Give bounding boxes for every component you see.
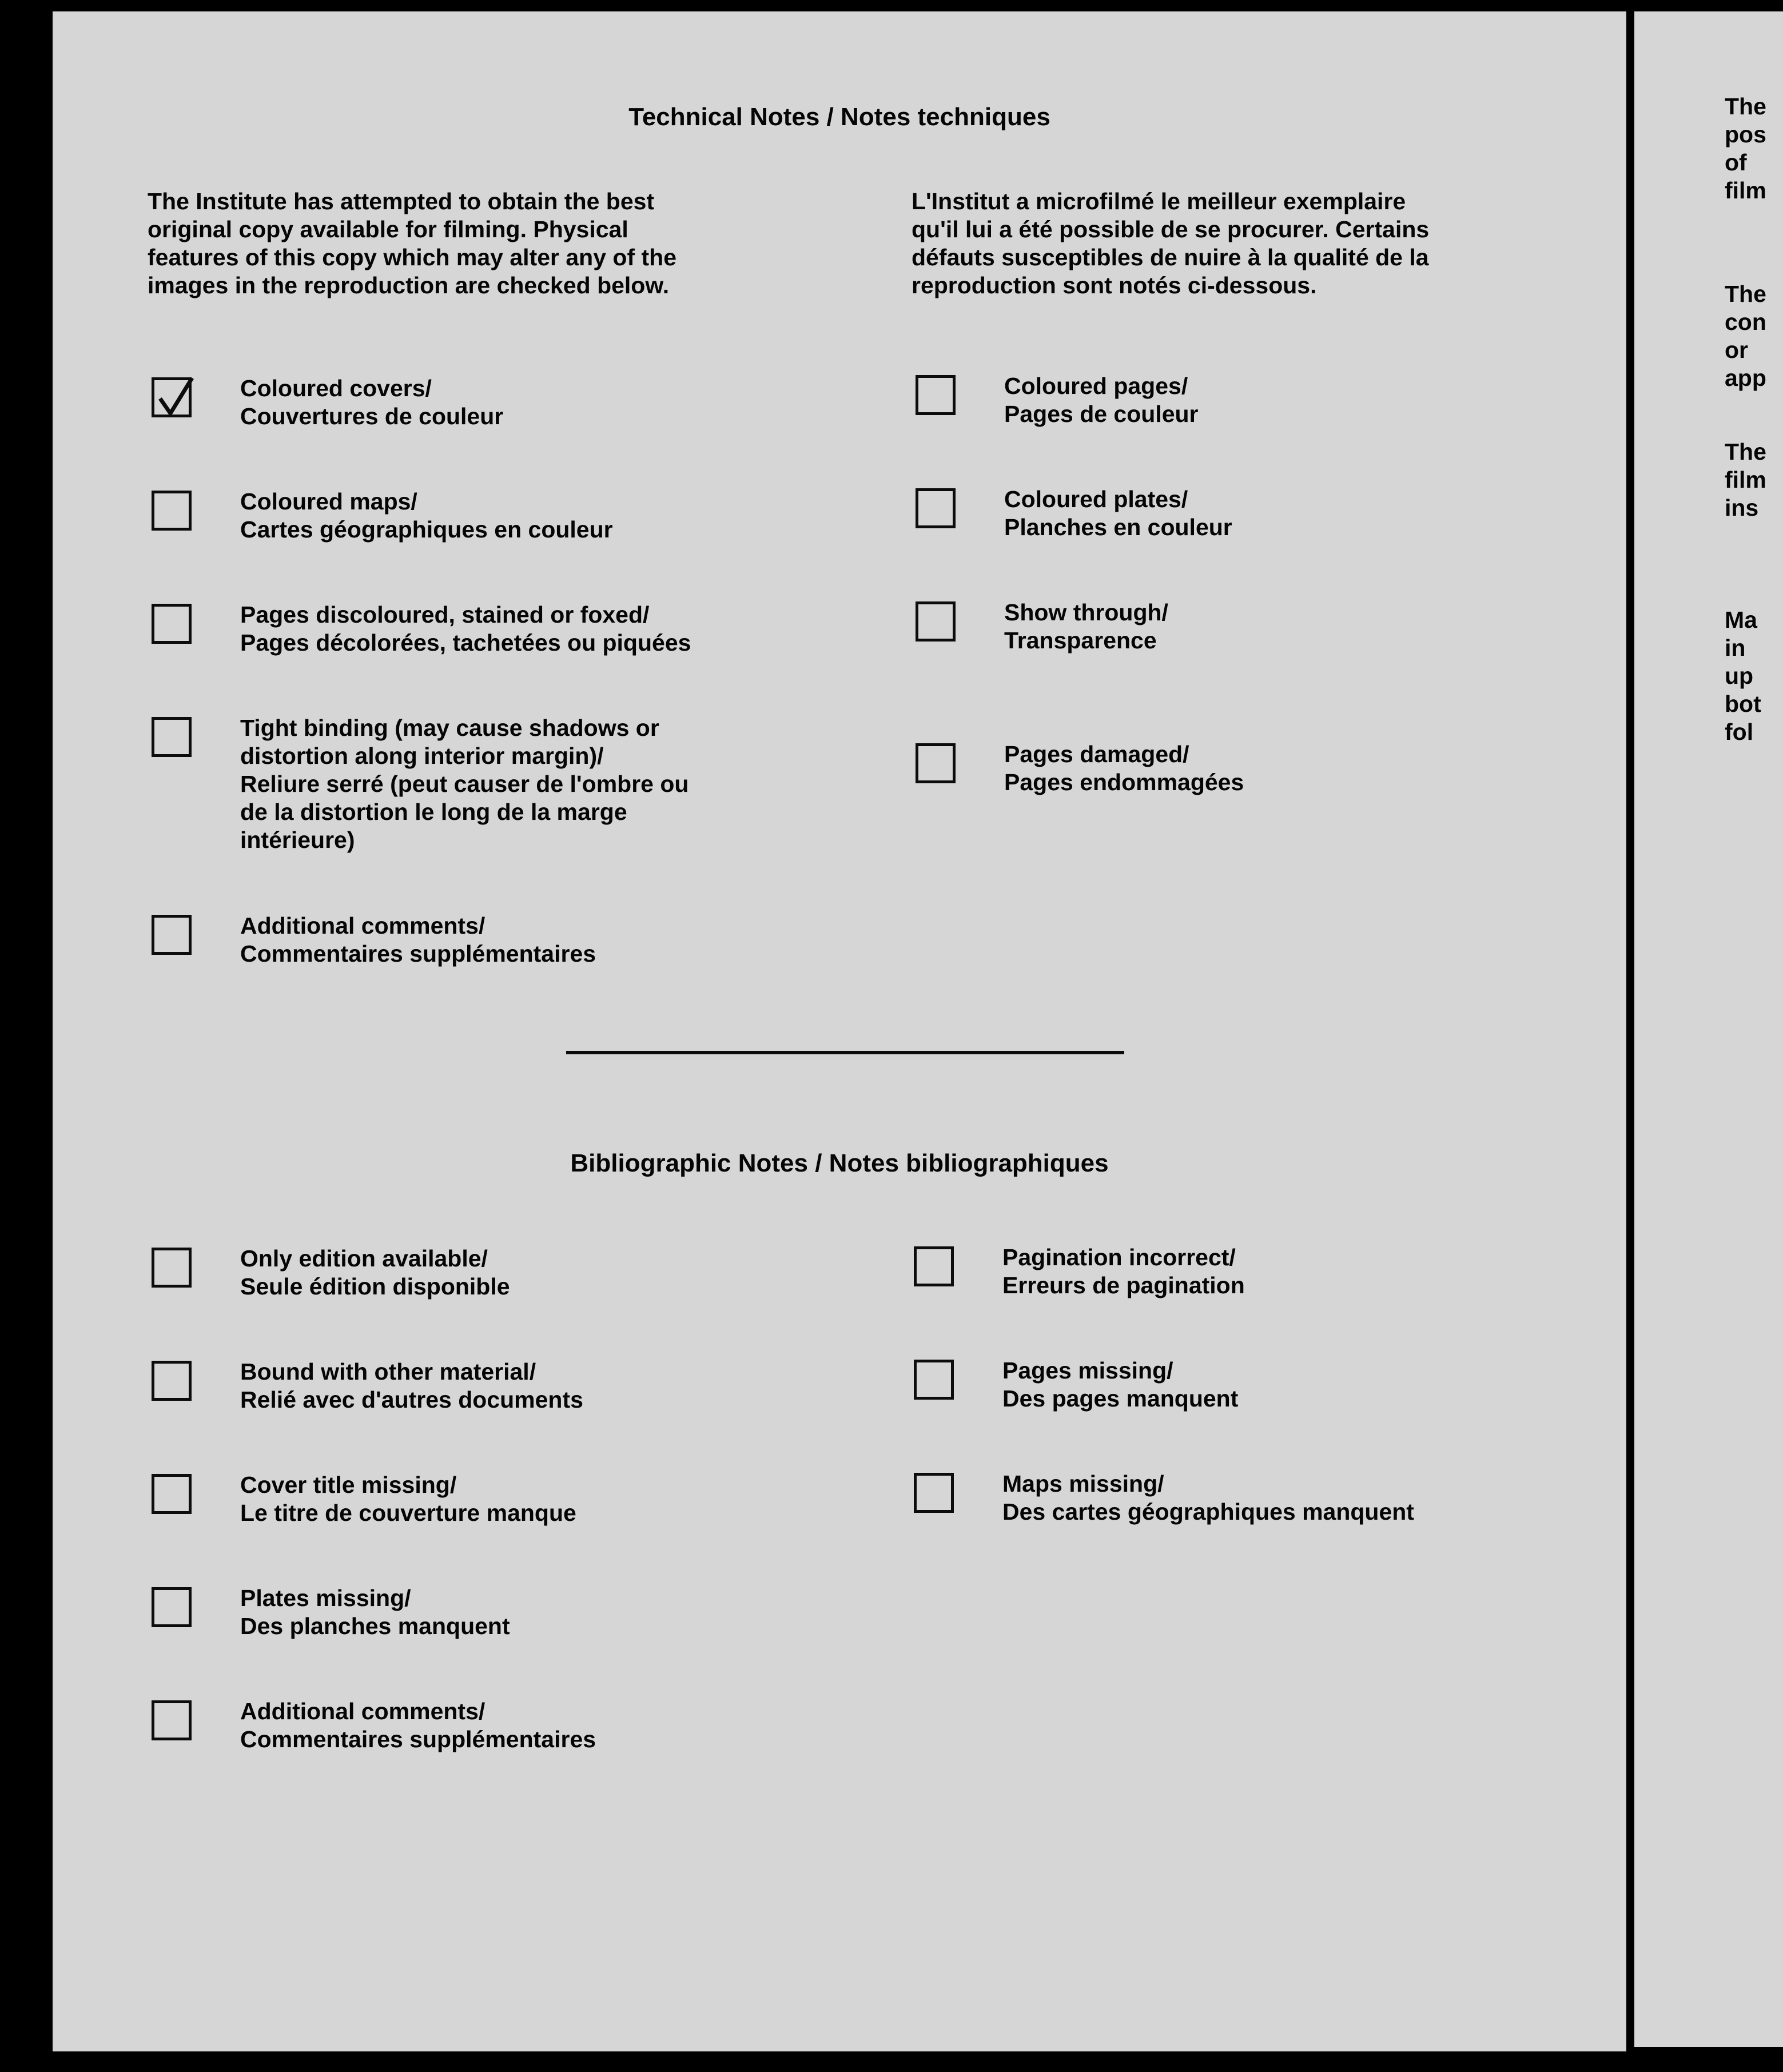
checkbox-checked[interactable] [152,377,192,417]
checkbox[interactable] [152,1361,192,1401]
checkbox[interactable] [152,1248,192,1288]
technical-notes-title: Technical Notes / Notes techniques [628,103,1050,131]
checkbox[interactable] [152,717,192,757]
checkbox[interactable] [916,743,956,783]
checklist-label: Coloured maps/ Cartes géographiques en couleur [240,488,613,543]
checklist-label: Show through/ Transparence [1004,599,1168,654]
checklist-label: Pagination incorrect/ Erreurs de pagination [1002,1244,1245,1298]
checklist-label: Pages damaged/ Pages endommagées [1004,741,1244,795]
technical-intro-en: The Institute has attempted to obtain the best original copy available for filming. Physical features of this copy which may alter any of the images in the reproduction are checked below. [148,188,677,298]
adjacent-page-fragment [1634,11,1783,2047]
checklist-label: Tight binding (may cause shadows or distortion along interior margin)/ Reliure serré (peut causer de l'ombre ou de la distortion le long de la marge intérieure) [240,715,689,853]
checkbox[interactable] [152,1587,192,1627]
checklist-label: Additional comments/ Commentaires supplémentaires [240,1698,596,1752]
checklist-label: Coloured covers/ Couvertures de couleur [240,375,504,429]
section-divider [566,1051,1124,1054]
checkbox[interactable] [916,601,956,641]
fragment-text: The film ins [1725,439,1766,521]
fragment-text: Ma in up bot fol [1725,607,1761,745]
checklist-label: Only edition available/ Seule édition disponible [240,1245,510,1300]
checkmark-icon [157,376,197,421]
checkbox[interactable] [916,375,956,415]
checklist-label: Bound with other material/ Relié avec d'autres documents [240,1358,583,1413]
checkbox[interactable] [152,915,192,955]
checkbox[interactable] [916,488,956,528]
checkbox[interactable] [914,1360,954,1400]
checklist-label: Additional comments/ Commentaires supplémentaires [240,913,596,967]
checkbox[interactable] [152,1474,192,1514]
fragment-text: The pos of film [1725,93,1766,204]
checkbox[interactable] [152,604,192,644]
checkbox[interactable] [914,1473,954,1513]
checklist-label: Coloured plates/ Planches en couleur [1004,486,1232,540]
checklist-label: Maps missing/ Des cartes géographiques manquent [1002,1471,1414,1525]
notes-sheet [53,11,1626,2051]
checkbox[interactable] [152,1700,192,1740]
checklist-label: Cover title missing/ Le titre de couverture manque [240,1472,576,1526]
checklist-label: Pages discoloured, stained or foxed/ Pages décolorées, tachetées ou piquées [240,601,691,656]
checklist-label: Plates missing/ Des planches manquent [240,1585,510,1639]
checklist-label: Coloured pages/ Pages de couleur [1004,373,1199,427]
technical-intro-fr: L'Institut a microfilmé le meilleur exemplaire qu'il lui a été possible de se procurer. Certains défauts susceptibles de nuire à la qualité de la reproduction sont notés ci-dessous. [912,188,1430,298]
fragment-text: The con or app [1725,281,1766,391]
checkbox[interactable] [914,1246,954,1286]
checkbox[interactable] [152,491,192,531]
bibliographic-notes-title: Bibliographic Notes / Notes bibliographiques [570,1149,1109,1177]
checklist-label: Pages missing/ Des pages manquent [1002,1357,1239,1412]
